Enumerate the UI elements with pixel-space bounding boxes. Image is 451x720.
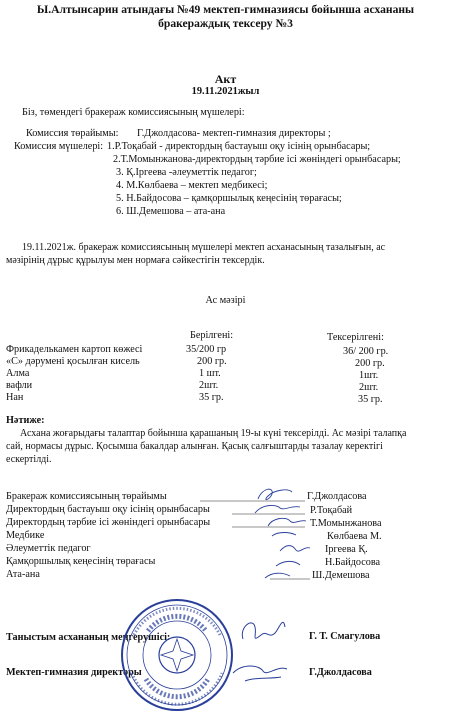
- member-5: 5. Н.Байдосова – қамқоршылық кеңесінің төрағасы;: [116, 193, 342, 204]
- statement-line-1: 19.11.2021ж. бракераж комиссиясының мүшелері мектеп асханасының тазалығын, ас: [22, 242, 386, 253]
- act-title: Акт: [214, 72, 237, 86]
- signature-role: Ата-ана: [6, 569, 40, 580]
- signature-role: Бракераж комиссиясының төрайымы: [6, 491, 167, 502]
- signature-name: Н.Байдосова: [325, 557, 381, 568]
- official-stamp: [118, 595, 236, 715]
- menu-row-given: 1 шт.: [199, 368, 221, 379]
- menu-row-name: вафли: [6, 380, 33, 391]
- statement-line-2: мәзірінің дұрыс құрылуы мен нормаға сәйкестігін тексердік.: [6, 255, 265, 266]
- member-1: 1.Р.Тоқабай - директордың бастауыш оқу ісінің орынбасары;: [107, 141, 371, 152]
- header-line-1: Ы.Алтынсарин атындағы №49 мектеп-гимназиясы бойынша асхананы: [36, 3, 415, 16]
- signature-role: Директордың бастауыш оқу ісінің орынбасары: [6, 504, 210, 515]
- signature-role: Директордың тәрбие ісі жөніндегі орынбасары: [6, 517, 211, 528]
- signature-role: Қамқоршылық кеңесінің төрағасы: [6, 556, 156, 567]
- menu-row-name: Нан: [6, 392, 24, 403]
- menu-row-name: «С» дәрумені қосылған кисель: [6, 356, 140, 367]
- menu-row-checked: 200 гр.: [355, 358, 385, 369]
- menu-title: Ас мәзірі: [205, 295, 246, 306]
- result-line-1: Асхана жоғарыдағы талаптар бойынша қарашаның 19-ы күні тексерілді. Ас мәзірі талапқа: [20, 428, 407, 439]
- signature-role: Әлеуметтік педагог: [6, 543, 91, 554]
- menu-row-name: Алма: [6, 368, 30, 379]
- menu-row-given: 35/200 гр: [186, 344, 227, 355]
- director-signature: [225, 605, 315, 695]
- menu-row-given: 200 гр.: [197, 356, 227, 367]
- signature-name: Т.Момынжанова: [310, 518, 382, 529]
- member-2: 2.Т.Момынжанова-директордың тәрбие ісі жөніндегі орынбасары;: [113, 154, 401, 165]
- approval-role: Таныстым асхананың меңгерушісі:: [6, 632, 171, 643]
- menu-row-checked: 35 гр.: [358, 394, 383, 405]
- handwritten-signatures: [0, 480, 451, 585]
- member-3: 3. Қ.Іргеева -әлеуметтік педагог;: [116, 167, 257, 178]
- menu-col-checked: Тексерілгені:: [327, 332, 384, 343]
- signature-name: Р.Тоқабай: [310, 505, 353, 516]
- result-line-3: ескертілді.: [6, 454, 52, 465]
- act-date: 19.11.2021жыл: [191, 86, 260, 97]
- menu-row-checked: 36/ 200 гр.: [343, 346, 389, 357]
- menu-col-given: Берілгені:: [190, 330, 234, 341]
- intro-text: Біз, төмендегі бракераж комиссиясының мүшелері:: [22, 107, 245, 118]
- members-label: Комиссия мүшелері:: [14, 141, 104, 152]
- menu-row-given: 2шт.: [199, 380, 219, 391]
- chair-value: Г.Джолдасова- мектеп-гимназия директоры ;: [137, 128, 331, 139]
- approval-role: Мектеп-гимназия директоры: [6, 667, 142, 678]
- menu-row-checked: 2шт.: [359, 382, 379, 393]
- menu-row-checked: 1шт.: [359, 370, 379, 381]
- member-4: 4. М.Көлбаева – мектеп медбикесі;: [116, 180, 268, 191]
- result-title: Нәтиже:: [6, 415, 45, 426]
- signature-name: Іргеева Қ.: [325, 544, 368, 555]
- result-line-2: сай, нормасы дұрыс. Қосымша бакалдар алынған. Қасық салғыштарды тазалау керектігі: [6, 441, 383, 452]
- member-6: 6. Ш.Демешова – ата-ана: [116, 206, 226, 217]
- signature-name: Көлбаева М.: [327, 531, 382, 542]
- signature-name: Ш.Демешова: [312, 570, 370, 581]
- menu-row-name: Фрикаделькамен картоп көжесі: [6, 344, 143, 355]
- signature-name: Г.Джолдасова: [307, 491, 367, 502]
- approval-name: Г.Джолдасова: [309, 667, 372, 678]
- chair-label: Комиссия төрайымы:: [26, 128, 119, 139]
- header-line-2: бракераждық тексеру №3: [158, 17, 293, 30]
- signature-role: Медбике: [6, 530, 45, 541]
- approval-name: Г. Т. Смагулова: [309, 631, 381, 642]
- menu-row-given: 35 гр.: [199, 392, 224, 403]
